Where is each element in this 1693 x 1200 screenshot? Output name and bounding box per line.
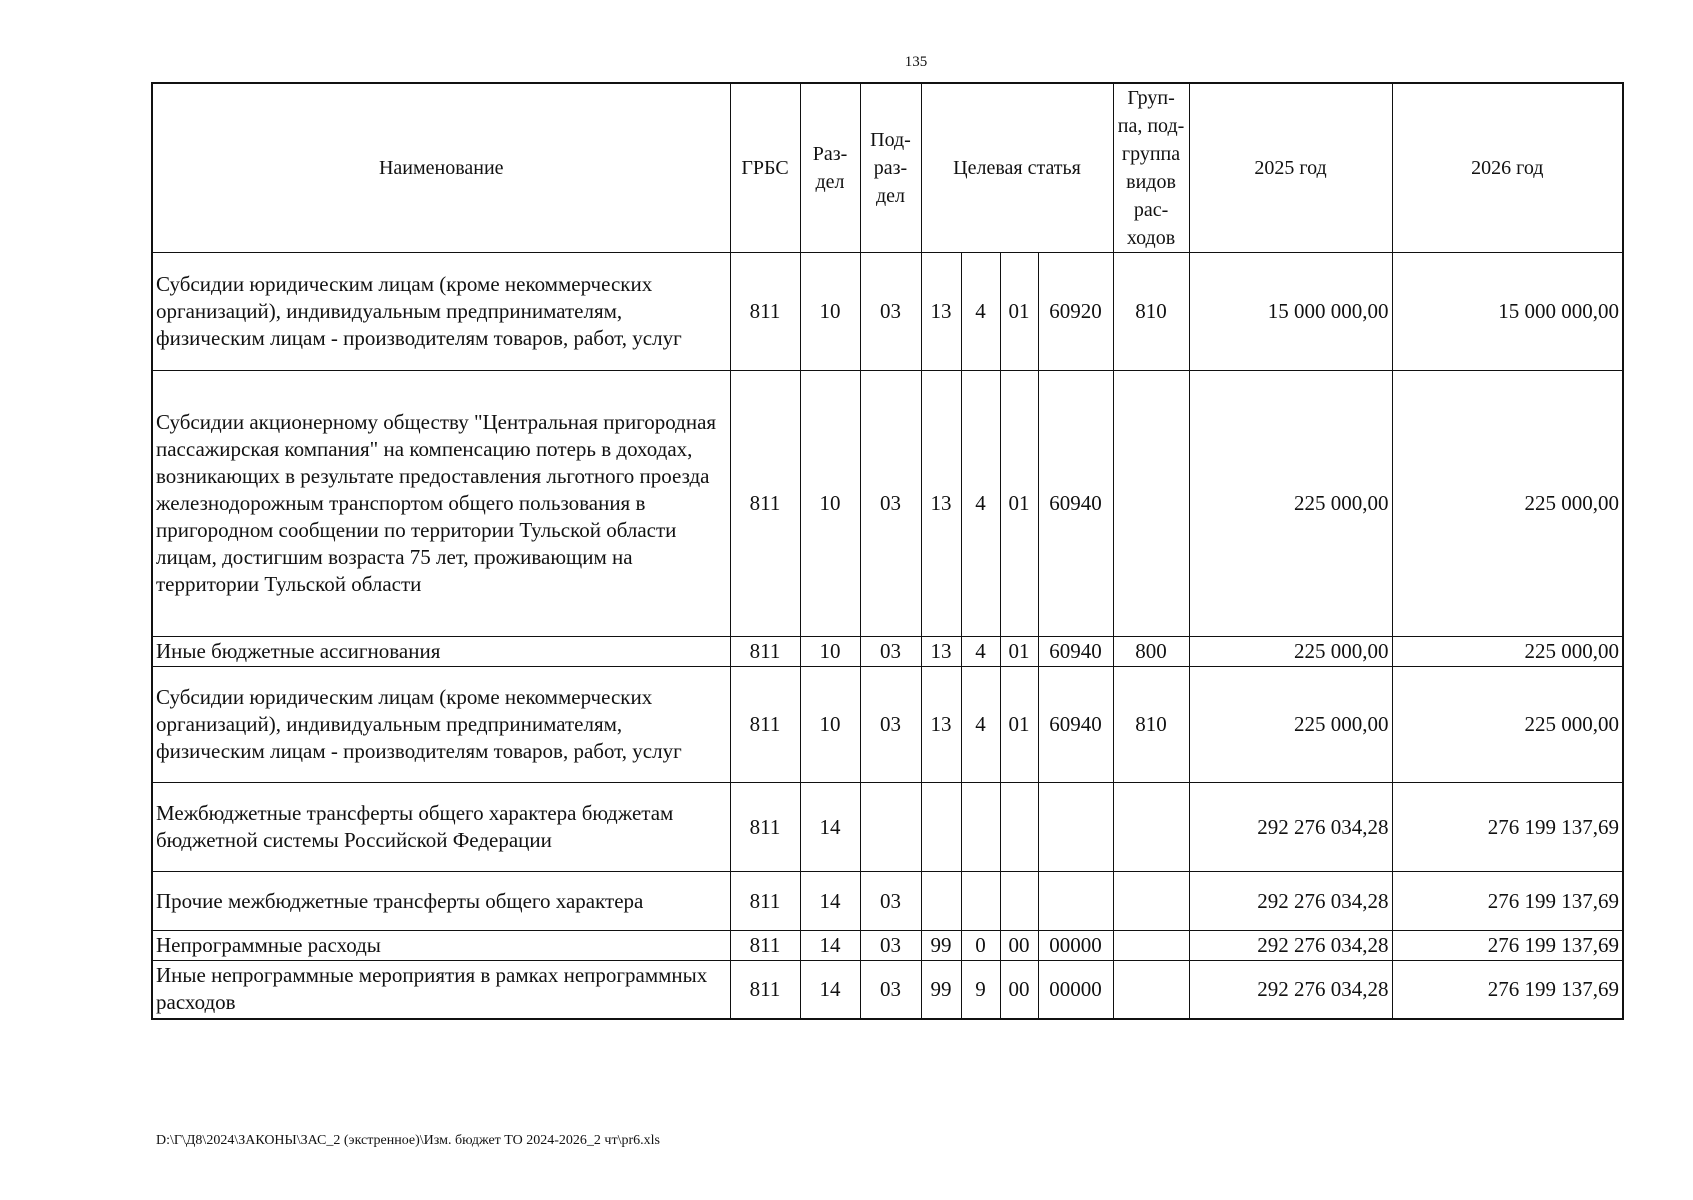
- row-target-program: [921, 783, 961, 872]
- row-name: Иные непрограммные мероприятия в рамках непрограммных расходов: [152, 961, 730, 1019]
- row-grbs: 811: [730, 637, 800, 667]
- row-target-program: 13: [921, 667, 961, 783]
- header-year-2026: 2026 год: [1392, 83, 1623, 253]
- footer-file-path: D:\Г\Д8\2024\ЗАКОНЫ\ЗАС_2 (экстренное)\Изм. бюджет ТО 2024-2026_2 чт\pr6.xls: [156, 1133, 660, 1148]
- table-row: [152, 931, 1623, 961]
- row-razdel: 14: [800, 931, 860, 961]
- row-grbs: 811: [730, 253, 800, 371]
- row-name: Межбюджетные трансферты общего характера бюджетам бюджетной системы Российской Федерации: [152, 783, 730, 872]
- row-target-subprogram: 01: [1000, 667, 1038, 783]
- row-name: Прочие межбюджетные трансферты общего характера: [152, 872, 730, 931]
- row-target-direction: [1038, 783, 1113, 872]
- header-name: Наименование: [152, 83, 730, 253]
- row-amount-2026: 225 000,00: [1392, 667, 1623, 783]
- row-target-type: 9: [961, 961, 1000, 1019]
- header-expense-group: Груп- па, под- группа видов рас- ходов: [1113, 83, 1189, 253]
- row-grbs: 811: [730, 872, 800, 931]
- row-target-type: 4: [961, 371, 1000, 637]
- row-razdel: 10: [800, 253, 860, 371]
- row-razdel: 14: [800, 872, 860, 931]
- row-expense-group: [1113, 783, 1189, 872]
- row-expense-group: [1113, 371, 1189, 637]
- row-expense-group: [1113, 961, 1189, 1019]
- row-target-subprogram: 01: [1000, 637, 1038, 667]
- row-target-program: 13: [921, 637, 961, 667]
- row-expense-group: [1113, 931, 1189, 961]
- row-podrazdel: [860, 783, 921, 872]
- row-target-subprogram: 00: [1000, 961, 1038, 1019]
- row-amount-2026: 225 000,00: [1392, 637, 1623, 667]
- row-expense-group: 800: [1113, 637, 1189, 667]
- row-target-type: [961, 872, 1000, 931]
- row-razdel: 14: [800, 783, 860, 872]
- row-grbs: 811: [730, 931, 800, 961]
- header-row: [152, 83, 1623, 253]
- row-expense-group: [1113, 872, 1189, 931]
- table-row: [152, 961, 1623, 1019]
- budget-table: [151, 82, 1624, 1020]
- row-name: Субсидии юридическим лицам (кроме некоммерческих организаций), индивидуальным предпринимателям, физическим лицам - производителям товаров, работ, услуг: [152, 253, 730, 371]
- header-target-article: Целевая статья: [921, 83, 1113, 253]
- row-amount-2026: 276 199 137,69: [1392, 931, 1623, 961]
- row-target-type: 4: [961, 667, 1000, 783]
- row-target-direction: 00000: [1038, 961, 1113, 1019]
- row-podrazdel: 03: [860, 961, 921, 1019]
- row-grbs: 811: [730, 667, 800, 783]
- row-amount-2025: 225 000,00: [1189, 637, 1392, 667]
- row-target-type: 4: [961, 253, 1000, 371]
- row-podrazdel: 03: [860, 667, 921, 783]
- row-target-direction: 60940: [1038, 667, 1113, 783]
- row-target-program: 13: [921, 371, 961, 637]
- row-amount-2025: 292 276 034,28: [1189, 872, 1392, 931]
- row-amount-2025: 225 000,00: [1189, 371, 1392, 637]
- row-amount-2025: 292 276 034,28: [1189, 931, 1392, 961]
- row-target-subprogram: [1000, 783, 1038, 872]
- row-target-program: 99: [921, 931, 961, 961]
- row-name: Субсидии юридическим лицам (кроме некоммерческих организаций), индивидуальным предпринимателям, физическим лицам - производителям товаров, работ, услуг: [152, 667, 730, 783]
- row-grbs: 811: [730, 961, 800, 1019]
- row-amount-2026: 276 199 137,69: [1392, 783, 1623, 872]
- row-expense-group: 810: [1113, 253, 1189, 371]
- row-amount-2025: 225 000,00: [1189, 667, 1392, 783]
- header-podrazdel: Под- раз- дел: [860, 83, 921, 253]
- row-target-program: 99: [921, 961, 961, 1019]
- header-year-2025: 2025 год: [1189, 83, 1392, 253]
- row-podrazdel: 03: [860, 872, 921, 931]
- row-razdel: 14: [800, 961, 860, 1019]
- row-amount-2026: 276 199 137,69: [1392, 961, 1623, 1019]
- row-target-subprogram: 01: [1000, 371, 1038, 637]
- row-grbs: 811: [730, 783, 800, 872]
- row-target-subprogram: [1000, 872, 1038, 931]
- table-row: [152, 783, 1623, 872]
- row-name: Непрограммные расходы: [152, 931, 730, 961]
- row-target-type: [961, 783, 1000, 872]
- row-razdel: 10: [800, 637, 860, 667]
- row-target-subprogram: 00: [1000, 931, 1038, 961]
- row-target-direction: 60920: [1038, 253, 1113, 371]
- row-target-program: 13: [921, 253, 961, 371]
- row-amount-2026: 15 000 000,00: [1392, 253, 1623, 371]
- table-row: [152, 637, 1623, 667]
- row-podrazdel: 03: [860, 253, 921, 371]
- row-name: Субсидии акционерному обществу "Центральная пригородная пассажирская компания" на компенсацию потерь в доходах, возникающих в результате предоставления льготного проезда железнодорожным транспортом общего пользования в пригородном сообщении по территории Тульской области лицам, достигшим возраста 75 лет, проживающим на территории Тульской области: [152, 371, 730, 637]
- row-amount-2025: 292 276 034,28: [1189, 783, 1392, 872]
- row-amount-2026: 225 000,00: [1392, 371, 1623, 637]
- row-target-subprogram: 01: [1000, 253, 1038, 371]
- row-amount-2026: 276 199 137,69: [1392, 872, 1623, 931]
- row-podrazdel: 03: [860, 931, 921, 961]
- header-grbs: ГРБС: [730, 83, 800, 253]
- row-grbs: 811: [730, 371, 800, 637]
- row-target-direction: 60940: [1038, 637, 1113, 667]
- row-amount-2025: 292 276 034,28: [1189, 961, 1392, 1019]
- page-number: 135: [904, 54, 928, 70]
- table-body: [152, 253, 1623, 1019]
- row-podrazdel: 03: [860, 637, 921, 667]
- row-target-direction: 60940: [1038, 371, 1113, 637]
- row-razdel: 10: [800, 667, 860, 783]
- table-row: [152, 371, 1623, 637]
- row-name: Иные бюджетные ассигнования: [152, 637, 730, 667]
- row-target-direction: 00000: [1038, 931, 1113, 961]
- table-row: [152, 253, 1623, 371]
- row-amount-2025: 15 000 000,00: [1189, 253, 1392, 371]
- row-razdel: 10: [800, 371, 860, 637]
- header-razdel: Раз- дел: [800, 83, 860, 253]
- row-podrazdel: 03: [860, 371, 921, 637]
- row-target-program: [921, 872, 961, 931]
- row-target-type: 4: [961, 637, 1000, 667]
- row-target-direction: [1038, 872, 1113, 931]
- row-target-type: 0: [961, 931, 1000, 961]
- row-expense-group: 810: [1113, 667, 1189, 783]
- table-row: [152, 667, 1623, 783]
- table-row: [152, 872, 1623, 931]
